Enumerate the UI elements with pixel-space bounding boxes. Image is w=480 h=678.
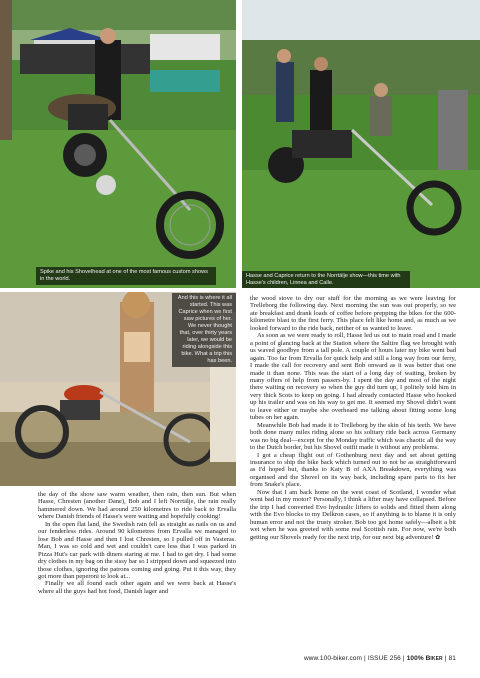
article-paragraph: Meanwhile Bob had made it to Trelleborg by the skin of his teeth. We have both done many miles riding alone so his solitary ride back across Germany was no big deal—except for the Monday traffic which was chaotic all the way to the Dutch border, but his Shovel outfit made it without any problems. <box>250 421 456 452</box>
page-footer <box>304 655 456 662</box>
photo-hasse-caprice-image <box>242 0 480 288</box>
photo-caprice-original <box>0 292 236 486</box>
photo-hasse-caprice <box>242 0 480 288</box>
article-paragraph: Finally we all found each other again and we were back at Hasse's where all the guys had hot food, Danish lager and <box>38 580 236 595</box>
photo-caption: And this is where it all started. This was Caprice when we first saw pictures of her. We never thought that, over thirty years later, we would be riding alongside this bike. What a trip this has been. <box>172 293 236 367</box>
article-column-right <box>250 295 456 541</box>
footer-separator: | <box>364 655 366 662</box>
footer-issue: ISSUE 256 <box>367 655 401 662</box>
footer-separator: | <box>402 655 405 662</box>
photo-spike-shovelhead <box>0 0 236 288</box>
footer-separator: | <box>444 655 447 662</box>
article-column-left <box>38 491 236 595</box>
article-paragraph: As soon as we were ready to roll, Hasse led us out to main road and I made a point of glancing back at the Station where the Saltire flag we brought with us waved goodbye from a tall pole. A couple of hours later my bike went bad again. Too far from Ervalla for quick help and still a long way from our ferry, I made the call for recovery and sent Bob onward as it was better that one made it than none. This was the start of a long day of waiting, broken by many offers of help from passers-by. I spent the day and most of the night there waiting on recovery so when the guy did turn up, I politely told him in very thick Scots to keep on going. I had already contacted Hasse who hooked up his trailer and was on his way to get me. It seemed my Shovel didn't want to leave either or maybe she overheard me talking about fitting some long tubes on her again. <box>250 332 456 422</box>
article-paragraph: In the open flat land, the Swedish rain fell as straight as nails on us and our fenderless rides. Around 90 kilometres from Ervalla we managed to lose Bob and Hasse and then I lost Chresten, so I pulled off in Vasteras. Man, I was so cold and wet and couldn't care less that I was parked in Pizza Hut's car park with diners staring at me. I had to get dry. I had some dry clothes in my bag on the sissy bar so I stripped down and squeezed into those clothes, ignoring the patrons coming and going. Put it this way, they got more than peperoni to look at... <box>38 520 236 580</box>
article-paragraph-text: Now that I am back home on the west coast of Scotland, I wonder what went bad in my motor? Personally, I think a lifter may have collapsed. Before the trip I had converted Evo hydraulic lifters to solids and fitted them along with the Evo blocks to my Delkron cases, so if anything is to blame it is only human error and not the trusty stroker. Bob too got home safely—albeit a bit wet when he was greeted with some real Scottish rain. For now, we're both getting our Shovels ready for the next trip, for our next big adventure! <box>250 488 456 541</box>
article-paragraph: the wood stove to dry our stuff for the morning as we were leaving for Trelleborg the following day. Next morning the sun was out properly, so we ate breakfast and drank loads of coffee before prepping the bikes for the 600-kilometre blast to the first ferry. This place felt like home and, as much as we looked forward to the ride back, neither of us wanted to leave. <box>250 295 456 332</box>
page-number: 81 <box>448 655 456 662</box>
article-paragraph: the day of the show saw warm weather, then rain, then sun. But when Hasse, Chresten (another Dane), Bob and I left Norrtälje, the rain really hammered down. We had around 250 kilometres to ride back to Ervalla where Danish friends of Hasse's were waiting and hopefully cooking! <box>38 491 236 521</box>
footer-brand: 100% Biker <box>406 655 443 662</box>
article-paragraph <box>250 489 456 541</box>
photo-spike-shovelhead-image <box>0 0 236 288</box>
footer-url[interactable]: www.100-biker.com <box>303 655 363 662</box>
end-mark-icon: ✿ <box>435 533 441 541</box>
photo-caption: Hasse and Caprice return to the Norrtälje show—this time with Hasse's children, Linnea and Calle. <box>242 271 410 288</box>
photo-caption: Spike and his Shovelhead at one of the most famous custom shows in the world. <box>36 267 216 285</box>
article-paragraph: I got a cheap flight out of Gothenburg next day and set about getting insurance to ship the bike back which turned out to not be as straightforward as I'd hoped but, thanks to Katy B of AXA Breakdown, everything was organised and the Shovel on its way back, including spare parts to fix her from Snake's place. <box>250 451 456 489</box>
